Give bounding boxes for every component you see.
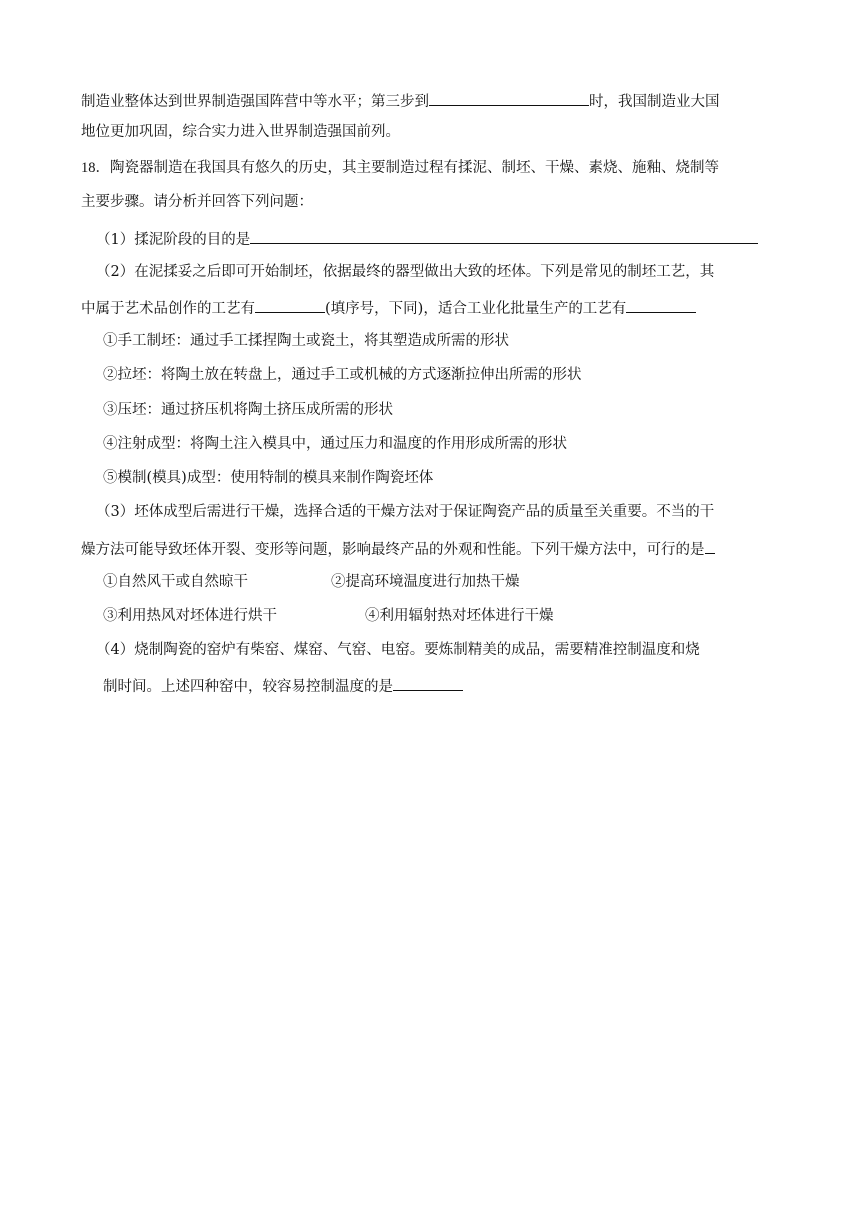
- answer-blank-part-1[interactable]: [250, 226, 758, 244]
- q18-part-3-line-2: [81, 536, 715, 558]
- q18-part-2-line-1: （2）在泥揉妥之后即可开始制坯，依据最终的器型做出大致的坯体。下列是常见的制坯工艺，其: [96, 264, 715, 280]
- dry-option-3: ③利用热风对坯体进行烘干: [103, 608, 277, 624]
- prev-line-1: [81, 88, 720, 110]
- q18-intro-text: 陶瓷器制造在我国具有悠久的历史，其主要制造过程有揉泥、制坯、干燥、素烧、施釉、烧制等: [110, 160, 719, 176]
- q18-part-3-line-1: （3）坯体成型后需进行干燥，选择合适的干燥方法对于保证陶瓷产品的质量至关重要。不当的干: [96, 504, 715, 520]
- part-2-text-a: 中属于艺术品创作的工艺有: [81, 301, 255, 317]
- answer-blank-industrial-craft[interactable]: [626, 295, 696, 313]
- q18-intro-line-2: 主要步骤。请分析并回答下列问题：: [81, 194, 313, 210]
- part-3-text: 燥方法可能导致坯体开裂、变形等问题，影响最终产品的外观和性能。下列干燥方法中，可行的是: [81, 542, 705, 558]
- prev-text-b: 时，我国制造业大国: [589, 94, 720, 110]
- option-4: ④注射成型：将陶土注入模具中，通过压力和温度的作用形成所需的形状: [103, 436, 567, 452]
- q18-part-4-line-1: （4）烧制陶瓷的窑炉有柴窑、煤窑、气窑、电窑。要炼制精美的成品，需要精准控制温度和烧: [96, 642, 700, 658]
- part-2-text-b: (填序号，下同)，适合工业化批量生产的工艺有: [325, 301, 627, 317]
- q18-intro-line-1: [81, 157, 719, 179]
- dry-option-2: ②提高环境温度进行加热干燥: [331, 574, 520, 590]
- q18-part-1: [96, 226, 758, 248]
- prev-line-2: 地位更加巩固，综合实力进入世界制造强国前列。: [81, 124, 400, 140]
- dry-option-4: ④利用辐射热对坯体进行干燥: [365, 608, 554, 624]
- question-number: 18．: [81, 160, 110, 176]
- answer-blank-art-craft[interactable]: [255, 295, 325, 313]
- part-1-text: （1）揉泥阶段的目的是: [96, 232, 251, 248]
- part-4-text: 制时间。上述四种窑中，较容易控制温度的是: [103, 679, 393, 695]
- answer-blank-drying[interactable]: [705, 536, 715, 554]
- option-1: ①手工制坯：通过手工揉捏陶土或瓷土，将其塑造成所需的形状: [103, 333, 509, 349]
- option-3: ③压坯：通过挤压机将陶土挤压成所需的形状: [103, 402, 393, 418]
- option-5: ⑤模制(模具)成型：使用特制的模具来制作陶瓷坯体: [103, 470, 434, 486]
- dry-option-1: ①自然风干或自然晾干: [103, 574, 248, 590]
- q18-part-2-line-2: [81, 295, 696, 317]
- answer-blank-kiln[interactable]: [393, 673, 463, 691]
- prev-text-a: 制造业整体达到世界制造强国阵营中等水平；第三步到: [81, 94, 429, 110]
- option-2: ②拉坯：将陶土放在转盘上，通过手工或机械的方式逐渐拉伸出所需的形状: [103, 367, 582, 383]
- q18-part-4-line-2: [103, 673, 463, 695]
- answer-blank-third-step[interactable]: [429, 88, 589, 106]
